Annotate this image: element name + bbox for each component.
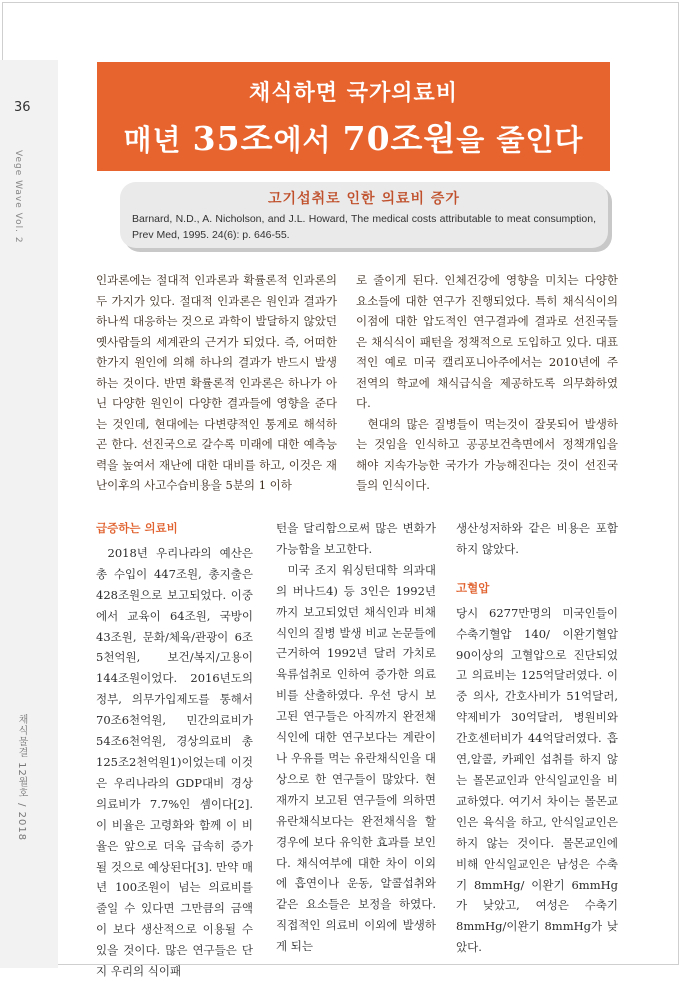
title-banner <box>97 62 610 171</box>
section1-paragraph-1: 2018년 우리나라의 예산은 총 수입이 447조원, 총지출은 428조원으로 보고되었다. 이중에서 교육이 64조원, 국방이 43조원, 문화/체육/관광이 6조5천억원, 보건/복지/고용이 144조원이었다. 2016년도의 정부, 의무가입제도를 통해서 70조6천억원, 민간의료비가 54조6천억원, 경상의료비 총 125조2천억원1)이었는데 이것은 우리나라의 GDP대비 경상의료비가 7.7%인 셈이다[2]. 이 비율은 고령화와 함께 이 비율은 앞으로 더욱 급속히 증가될 것으로 예상된다[3]. 만약 매년 100조원이 넘는 의료비를 줄일 수 있다면 그만큼의 금액이 보다 생산적으로 이용될 수 있을 것이다. 많은 연구들은 단지 우리의 식이패 <box>96 545 253 979</box>
body-column-1 <box>96 518 253 982</box>
section1-paragraph-4: 생산성저하와 같은 비용은 포함하지 않았다. <box>456 521 618 556</box>
intro-right-paragraph-1: 로 줄이게 된다. 인체건강에 영향을 미치는 다양한 요소들에 대한 연구가 진행되었다. 특히 채식식이의 이점에 대한 압도적인 연구결과에 결과로 선진국들은 채식식이 패턴을 정책적으로 도입하고 있다. 대표적인 예로 미국 캘리포니아주에서는 2010년에 주 전역의 학교에 채식급식을 제공하도록 의무화하였다. <box>356 273 618 410</box>
reference-box <box>120 182 608 248</box>
section1-paragraph-3: 미국 조지 워싱턴대학 의과대의 버나드4) 등 3인은 1992년까지 보고되었던 채식인과 비채식인의 질병 발생 비교 논문들에 근거하여 1992년 달러 가치로 육류섭취로 인하여 증가한 의료비를 산출하였다. 우선 당시 보고된 연구들은 아직까지 완전채식인에 대한 연구보다는 계란이나 우유를 먹는 유란채식인을 대상으로 한 연구들이 많았다. 현재까지 보고된 연구들에 의하면 유란채식보다는 완전채식을 할 경우에 보다 유익한 효과를 보인다. 채식여부에 대한 차이 이외에 흡연이나 운동, 알콜섭취와 같은 요소들은 보정을 하였다. 직접적인 의료비 이외에 발생하게 되는 <box>276 562 436 954</box>
title-line2-e: 을 줄인다 <box>456 123 584 157</box>
magazine-issue-label: 채식물결 12월호 / 2018 <box>16 714 27 842</box>
section-heading-hypertension: 고혈압 <box>456 580 490 595</box>
section-heading-medical-costs: 급증하는 의료비 <box>96 521 178 535</box>
intro-left-column <box>96 270 337 496</box>
intro-right-paragraph-2: 현대의 많은 질병들이 먹는것이 잘못되어 발생하는 것임을 인식하고 공공보건측면에서 정책개입을 해야 지속가능한 국가가 가능해진다는 것이 선진국들의 인식이다. <box>356 416 618 492</box>
title-line2-a: 매년 <box>123 123 193 157</box>
intro-right-column <box>356 270 618 496</box>
magazine-volume-label: Vege Wave Vol. 2 <box>13 150 23 244</box>
title-line2 <box>97 113 610 160</box>
title-line2-b: 35조 <box>192 119 274 158</box>
section2-paragraph-1: 당시 6277만명의 미국인들이 수축기혈압 140/ 이완기혈압 90이상의 고혈압으로 진단되었고 의료비는 125억달러였다. 이중 의사, 간호사비가 51억달러, 약제비가 30억달러, 병원비와 간호센터비가 44억달러였다. 흡연,알콜, 카페인 섭취를 하지 않는 몰몬교인과 안식일교인을 비교하였다. 여기서 차이는 몰몬교인은 육식을 하고, 안식일교인은 하지 않는 것이다. 몰몬교인에 비해 안식일교인은 남성은 수축기 8mmHg/ 이완기 6mmHg가 낮았고, 여성은 수축기 8mmHg/이완기 8mmHg가 낮았다. <box>456 605 618 955</box>
section1-paragraph-2: 턴을 달리함으로써 많은 변화가 가능함을 보고한다. <box>276 521 436 556</box>
reference-heading: 고기섭취로 인한 의료비 증가 <box>268 191 460 207</box>
body-column-2 <box>276 518 436 957</box>
title-line2-c: 에서 <box>273 123 343 157</box>
intro-left-paragraph: 인과론에는 절대적 인과론과 확률론적 인과론의 두 가지가 있다. 절대적 인과론은 원인과 결과가 하나씩 대응하는 것으로 과학이 발달하지 않았던 옛사람들의 세계관의 근거가 되었다. 즉, 어떠한 한가지 원인에 의해 하나의 결과가 반드시 발생하는 것이다. 반면 확률론적 인과론은 하나가 아닌 다양한 원인이 다양한 결과들에 영향을 준다는 것인데, 현대에는 다변량적인 통계로 해석하곤 한다. 선진국으로 갈수록 미래에 대한 예측능력을 높여서 재난에 대한 대비를 하고, 이것은 재난이후의 사고수습비용을 5분의 1 이하 <box>96 273 337 492</box>
reference-citation: Barnard, N.D., A. Nicholson, and J.L. Howard, The medical costs attributable to meat consumption, Prev Med, 1995. 24(6): p. 646-55. <box>132 213 596 241</box>
title-line2-d: 70조원 <box>342 119 457 158</box>
body-column-3 <box>456 518 618 958</box>
title-line1: 채식하면 국가의료비 <box>249 81 458 106</box>
page-number: 36 <box>14 100 31 115</box>
margin-bar <box>0 60 58 968</box>
